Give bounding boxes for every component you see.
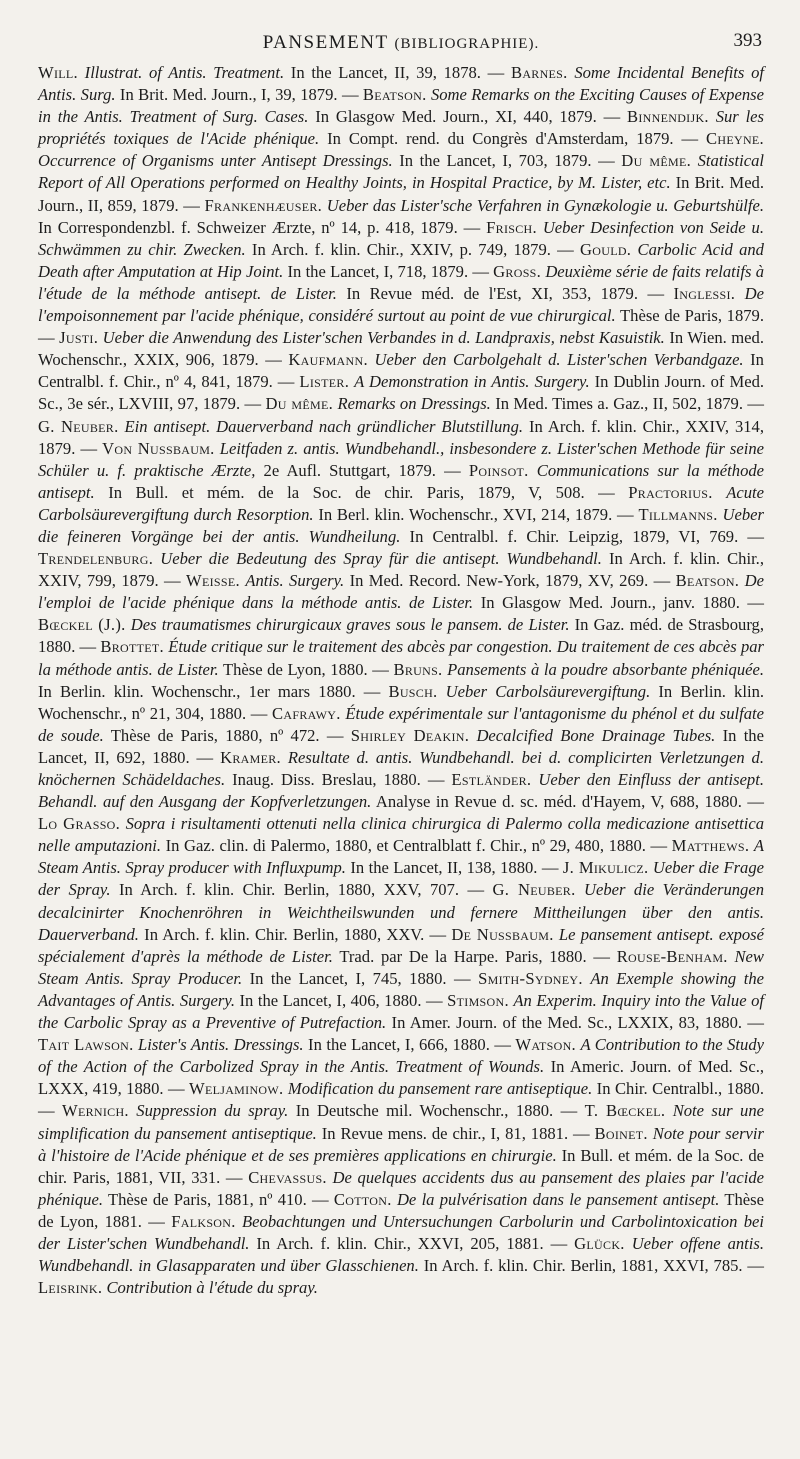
entry-author: Smith-Sydney. (478, 968, 583, 988)
entry-author: Stimson. (447, 990, 509, 1010)
entry-author: Beatson. (362, 85, 427, 105)
entry-title: Suppression du spray. (136, 1101, 289, 1121)
entry-source: In Berlin. klin. Wochenschr., 1er mars 1880. (38, 681, 356, 701)
entry-source: In Americ. Journ. of Med. Sc., LXXX, 419, 1880. (38, 1057, 764, 1099)
entry-title: Decalcified Bone Drainage Tubes. (476, 725, 716, 745)
entry-separator: — (367, 659, 394, 679)
entry-separator: — (489, 1035, 516, 1055)
entry-separator: — (189, 747, 221, 767)
entry-author: G. Neuber. (492, 880, 576, 900)
entry-source: In the Lancet, II, 692, 1880. (38, 725, 764, 767)
entry-author: Practorius. (628, 482, 713, 502)
entry-title: Ein antisept. Dauerverband nach gründlicher Blutstillung. (124, 416, 524, 436)
entry-separator: — (246, 703, 273, 723)
entry-author: Tait Lawson. (38, 1035, 134, 1055)
entry-title: Illustrat. of Antis. Treatment. (84, 63, 285, 82)
entry-source: In Centralbl. f. Chir., nº 4, 841, 1879. (38, 350, 764, 392)
entry-author: Falkson. (171, 1211, 236, 1231)
entry-source: 2e Aufl. Stuttgart, 1879. (255, 460, 436, 480)
entry-separator: — (645, 836, 672, 856)
entry-separator: — (468, 261, 494, 281)
entry-source: In Correspondenzbl. f. Schweizer Ærzte, nº 14, p. 418, 1879. (38, 217, 458, 237)
bibliography-entry (38, 1035, 490, 1054)
running-title (38, 32, 764, 54)
entry-author: Du même. (621, 151, 692, 171)
entry-author: Brottet. (100, 637, 164, 657)
entry-author: Wernich. (62, 1101, 129, 1121)
entry-source: In Arch. f. klin. Chir. Berlin, 1880, XXV. (138, 924, 425, 944)
entry-separator: — (163, 1079, 190, 1099)
entry-title: Pansements à la poudre absorbante phéniquée. (447, 659, 765, 679)
entry-source: In Arch. f. klin. Chir. Berlin, 1880, XXV, 707. (110, 880, 460, 900)
entry-author: J. Mikulicz. (562, 858, 649, 878)
entry-separator: — (38, 328, 60, 348)
entry-source: Thèse de Lyon, 1880. (218, 659, 368, 679)
bibliography-entry (38, 1278, 318, 1297)
entry-separator: — (220, 1167, 249, 1187)
entry-source: In Bull. et mém. de la Soc. de chir. Paris, 1881, VII, 331. (38, 1145, 765, 1187)
entry-title: Des traumatismes chirurgicaux graves sous le pansem. de Lister. (130, 615, 570, 635)
entry-title: Ueber die Anwendung des Lister'schen Verbandes in d. Landpraxis, nebst Kasuistik. (102, 328, 665, 348)
entry-title: A Contribution to the Study of the Action of the Carbolized Spray in the Antis. Treatment of Wounds. (38, 1035, 765, 1077)
entry-source: In Revue mens. de chir., I, 81, 1881. (316, 1123, 569, 1143)
entry-separator: — (743, 394, 764, 414)
entry-author: Lister. (299, 372, 350, 392)
running-title-main: PANSEMENT (262, 32, 389, 53)
entry-title: Occurrence of Organisms unter Antisept Dressings. (38, 151, 393, 171)
entry-source: In Centralbl. f. Chir. Leipzig, 1879, VI, 769. (400, 526, 739, 546)
page-header (38, 22, 764, 62)
entry-source: Thèse de Paris, 1880, nº 472. (103, 725, 320, 745)
entry-author: Trendelenburg. (38, 549, 154, 569)
entry-source: Analyse in Revue d. sc. méd. d'Hayem, V, 688, 1880. (371, 792, 742, 812)
entry-source: In Bull. et mém. de la Soc. de chir. Paris, 1879, V, 508. (94, 482, 585, 502)
entry-title: Leitfaden z. antis. Wundbehandl., insbesondere z. Lister'schen Methode für seine Schüler u. f. praktische Ærzte, (38, 438, 764, 480)
entry-source: Thèse de Lyon, 1881. (38, 1189, 764, 1231)
entry-title: A Demonstration in Antis. Surgery. (354, 372, 590, 392)
entry-author: Gross. (493, 261, 542, 281)
entry-source: In Arch. f. klin. Chir., XXVI, 205, 1881. (249, 1233, 544, 1253)
entry-source: In Arch. f. klin. Chir. Berlin, 1881, XXVI, 785. (418, 1256, 743, 1276)
entry-title: Note sur une simplification du pansement antiseptique. (38, 1101, 765, 1143)
entry-source: In Glasgow Med. Journ., XI, 440, 1879. (308, 107, 597, 127)
bibliography-entry (189, 1079, 764, 1098)
entry-title: Ueber offene antis. Wundbehandl. in Glasapparaten und über Glasschienen. (38, 1233, 764, 1276)
entry-separator: — (240, 394, 266, 414)
entry-title: Some Incidental Benefits of Antis. Surg. (38, 63, 764, 105)
entry-author: Busch. (388, 681, 438, 701)
entry-author: Weljaminow. (189, 1079, 284, 1099)
entry-separator: — (543, 1233, 575, 1253)
entry-author: De Nussbaum. (451, 924, 554, 944)
entry-source: In Revue méd. de l'Est, XI, 353, 1879. (336, 283, 638, 303)
entry-separator: — (258, 350, 289, 370)
entry-separator: — (480, 63, 511, 82)
entry-title: Ueber die feineren Vorgänge bei der antis. Wundheilung. (38, 504, 764, 546)
entry-author: Justi. (59, 328, 99, 348)
entry-author: Kaufmann. (288, 350, 368, 370)
entry-source: Trad. par De la Harpe. Paris, 1880. (332, 946, 587, 966)
entry-title: Sur les propriétés toxiques de l'Acide phénique. (38, 107, 764, 149)
entry-separator: — (742, 1013, 764, 1033)
entry-separator: — (337, 85, 363, 105)
entry-title: Ueber Desinfection von Seide u. Schwämmen zu chir. Zwecken. (38, 217, 764, 259)
entry-author: Cotton. (333, 1189, 392, 1209)
entry-author: Beatson. (675, 571, 740, 591)
entry-title: An Exemple showing the Advantages of Antis. Surgery. (38, 968, 764, 1010)
entry-separator: — (424, 924, 452, 944)
entry-source: In the Lancet, I, 745, 1880. (242, 968, 447, 988)
entry-author: Watson. (515, 1035, 576, 1055)
bibliography-text (38, 62, 764, 1299)
entry-title: Remarks on Dressings. (337, 394, 491, 414)
page-number: 393 (733, 30, 762, 51)
entry-title: Beobachtungen und Untersuchungen Carbolurin und Carbolintoxication bei der Lister'schen Wundbehandl. (38, 1211, 765, 1253)
entry-author: Gould. (579, 239, 632, 259)
entry-separator: — (739, 593, 764, 613)
entry-title: Ueber Carbolsäurevergiftung. (445, 681, 651, 701)
entry-source: In Arch. f. klin. Chir., XXIV, p. 749, 1879. (245, 239, 551, 259)
entry-author: Barnes. (510, 63, 568, 82)
entry-title: Ueber den Einfluss der antisept. Behandl. auf den Ausgang der Kopfverletzungen. (38, 770, 764, 812)
entry-source: In the Lancet, II, 138, 1880. (345, 858, 538, 878)
entry-separator: — (741, 792, 764, 812)
entry-source: In Glasgow Med. Journ., janv. 1880. (473, 593, 740, 613)
bibliography-entry (186, 571, 648, 590)
entry-separator: — (446, 968, 479, 988)
entry-author: Lo Grasso. (38, 814, 121, 834)
entry-source: In the Lancet, I, 406, 1880. (234, 990, 422, 1010)
entry-title: An Experim. Inquiry into the Value of the Carbolic Spray as a Preventive of Putrefaction. (38, 990, 764, 1033)
entry-author: Boinet. (594, 1123, 648, 1143)
entry-title: De la pulvérisation dans le pansement antisept. (396, 1189, 720, 1209)
entry-source: In Chir. Centralbl., 1880. (592, 1079, 764, 1099)
entry-title: Contribution à l'étude du spray. (106, 1278, 318, 1298)
entry-author: Leisrink. (38, 1278, 103, 1298)
entry-title: A Steam Antis. Spray producer with Influxpump. (38, 836, 764, 878)
entry-author: Will. (38, 63, 78, 82)
entry-source: In the Lancet, II, 39, 1878. (284, 63, 481, 82)
entry-author: Cheyne. (706, 129, 764, 149)
entry-separator: — (158, 571, 187, 591)
entry-source: In Med. Times a. Gaz., II, 502, 1879. (490, 394, 743, 414)
entry-title: Le pansement antisept. exposé spécialement d'après la méthode de Lister. (38, 924, 764, 966)
bibliography-entry (38, 63, 481, 82)
entry-separator: — (178, 195, 205, 215)
entry-separator: — (420, 770, 452, 789)
entry-title: Ueber die Bedeutung des Spray für die antisept. Wundbehandl. (160, 549, 602, 569)
entry-separator: — (421, 990, 448, 1010)
entry-title: Statistical Report of All Operations performed on Healthy Joints, in Hospital Practice, by M. Lister, etc. (38, 151, 764, 193)
entry-author: Inglessi. (673, 283, 736, 303)
entry-separator: — (596, 107, 628, 127)
entry-author: Frankenhæuser. (204, 195, 323, 215)
entry-source: Inaug. Diss. Breslau, 1880. (225, 770, 421, 789)
entry-source: In Berl. klin. Wochenschr., XVI, 214, 1879. (313, 504, 613, 524)
entry-author: Poinsot. (468, 460, 529, 480)
entry-title: Acute Carbolsäurevergiftung durch Resorption. (38, 482, 765, 524)
entry-separator: — (272, 372, 300, 392)
entry-title: Note pour servir à l'histoire de l'Acide phénique et de ses premières applications en chirurgie. (38, 1123, 764, 1165)
entry-author: Matthews. (671, 836, 750, 856)
entry-title: De l'empoisonnement par l'acide phénique, considéré surtout au point de vue chirurgical. (38, 283, 765, 326)
entry-title: Resultate d. antis. Wundbehandl. bei d. complicirten Verletzungen d. knöchernen Schädeldaches. (38, 747, 765, 789)
entry-source: In Dublin Journ. of Med. Sc., 3e sér., LXVIII, 97, 1879. (38, 372, 765, 414)
entry-title: Ueber die Frage der Spray. (38, 858, 765, 900)
entry-author: Estländer. (451, 770, 532, 789)
entry-separator: — (75, 637, 101, 657)
entry-title: Communications sur la méthode antisept. (38, 460, 765, 502)
entry-author: Shirley Deakin. (350, 725, 470, 745)
entry-title: Some Remarks on the Exciting Causes of Expense in the Antis. Treatment of Surg. Cases. (38, 85, 764, 127)
entry-separator: — (319, 725, 351, 745)
entry-source: Thèse de Paris, 1881, nº 410. (102, 1189, 307, 1209)
entry-source: In Gaz. clin. di Palermo, 1880, et Centralblatt f. Chir., nº 29, 480, 1880. (161, 836, 646, 856)
entry-source: In Wien. med. Wochenschr., XXIX, 906, 1879. (38, 328, 764, 370)
entry-separator: — (537, 858, 563, 878)
entry-source: In Brit. Med. Journ., I, 39, 1879. (115, 85, 338, 105)
entry-separator: — (612, 504, 639, 524)
entry-author: Weisse. (186, 571, 240, 591)
entry-source: In Gaz. méd. de Strasbourg, 1880. (38, 615, 764, 657)
entry-author: Bruns. (393, 659, 443, 679)
entry-author: T. Bœckel. (584, 1101, 666, 1121)
entry-separator: — (738, 526, 764, 546)
entry-separator: — (638, 283, 674, 303)
running-title-subtitle: (BIBLIOGRAPHIE). (394, 36, 540, 52)
entry-title: De quelques accidents dus au pansement des plaies par l'acide phénique. (38, 1167, 764, 1209)
entry-separator: — (38, 1101, 62, 1121)
entry-title: Étude critique sur le traitement des abcès par congestion. Du traitement de ces abcès par la méthode antis. de Lister. (38, 637, 765, 679)
entry-separator: — (568, 1123, 595, 1143)
entry-source: Thèse de Paris, 1879. (615, 306, 764, 326)
entry-title: Étude expérimentale sur l'antagonisme du phénol et du sulfate de soude. (38, 703, 764, 745)
entry-title: Sopra i risultamenti ottenuti nella clinica chirurgica di Palermo colla medicazione antisettica nelle amputazioni. (38, 814, 764, 856)
entry-source: In the Lancet, I, 718, 1879. (283, 261, 469, 281)
entry-source: In the Lancet, I, 666, 1880. (303, 1035, 490, 1055)
entry-title: Ueber die Veränderungen decalcinirter Knochenröhren in Weichtheilswunden und fernere Mittheilungen über den antis. Dauerverband. (38, 880, 765, 944)
entry-source: In Brit. Med. Journ., II, 859, 1879. (38, 173, 764, 215)
entry-separator: — (584, 482, 629, 502)
entry-separator: — (459, 880, 493, 900)
bibliography-entry (62, 1101, 553, 1120)
entry-title: Ueber den Carbolgehalt d. Lister'schen Verbandgaze. (374, 350, 744, 370)
entry-author: Kramer. (220, 747, 281, 767)
entry-separator: — (550, 239, 580, 259)
entry-separator: — (586, 946, 617, 966)
entry-source: In Med. Record. New-York, 1879, XV, 269. (344, 571, 649, 591)
bibliography-entry (266, 394, 744, 413)
entry-separator: — (553, 1101, 585, 1121)
entry-title: Carbolic Acid and Death after Amputation at Hip Joint. (38, 239, 764, 281)
entry-source: In Berlin. klin. Wochenschr., nº 21, 304, 1880. (38, 681, 765, 723)
entry-source: In the Lancet, I, 703, 1879. (392, 151, 592, 171)
entry-author: Frisch. (486, 217, 537, 237)
entry-title: Modification du pansement rare antiseptique. (287, 1079, 593, 1099)
entry-title: Ueber das Lister'sche Verfahren in Gynækologie u. Geburtshülfe. (326, 195, 764, 215)
entry-author: Rouse-Benham. (616, 946, 728, 966)
entry-title: Lister's Antis. Dressings. (138, 1035, 304, 1055)
entry-separator: — (742, 1256, 765, 1276)
entry-source: In Arch. f. klin. Chir., XXIV, 314, 1879. (38, 416, 765, 458)
entry-separator: — (75, 438, 103, 458)
entry-author: Chevassus. (248, 1167, 327, 1187)
entry-author: Tillmanns. (638, 504, 718, 524)
entry-separator: — (141, 1211, 172, 1231)
entry-separator: — (306, 1189, 334, 1209)
entry-source: In Deutsche mil. Wochenschr., 1880. (288, 1101, 554, 1121)
entry-author: Binnendijk. (627, 107, 709, 127)
entry-source: In Amer. Journ. of the Med. Sc., LXXIX, 83, 1880. (386, 1013, 743, 1033)
entry-separator: — (355, 681, 389, 701)
entry-title: De l'emploi de l'acide phénique dans la méthode antis. de Lister. (38, 571, 764, 613)
entry-author: Bœckel (J.). (38, 615, 126, 635)
entry-author: Du même. (265, 394, 334, 414)
entry-author: Cafrawy. (272, 703, 341, 723)
entry-separator: — (591, 151, 622, 171)
entry-separator: — (673, 129, 707, 149)
entry-source: In Arch. f. klin. Chir., XXIV, 799, 1879. (38, 549, 764, 591)
entry-author: G. Neuber. (38, 416, 119, 436)
entry-separator: — (648, 571, 676, 591)
entry-separator: — (435, 460, 469, 480)
entry-title: New Steam Antis. Spray Producer. (38, 946, 764, 988)
entry-source: In Compt. rend. du Congrès d'Amsterdam, 1879. (319, 129, 674, 149)
entry-separator: — (457, 217, 487, 237)
entry-author: Von Nussbaum. (102, 438, 215, 458)
entry-title: Antis. Surgery. (245, 571, 345, 591)
entry-title: Deuxième série de faits relatifs à l'étude de la méthode antisept. de Lister. (38, 261, 764, 303)
entry-author: Glück. (574, 1233, 625, 1253)
